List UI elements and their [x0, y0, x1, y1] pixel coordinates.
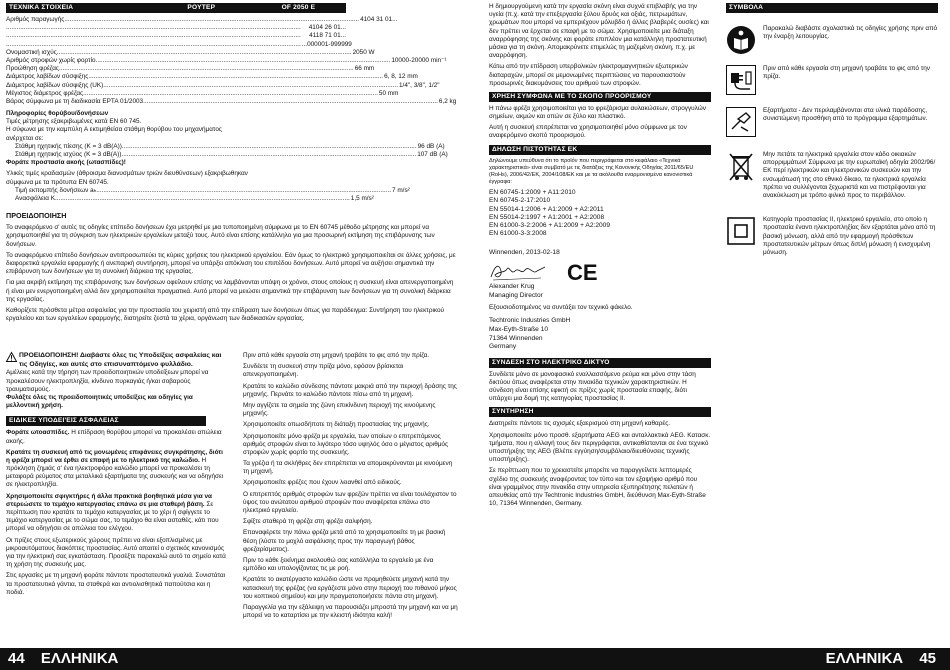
- warning-triangle-icon: [6, 352, 17, 362]
- spec-label-text: Μέγιστος διάμετρος φρέζας: [6, 89, 84, 97]
- standard-item: EN 60745-2-17:2010: [489, 197, 551, 205]
- vibration-value: 1,5 m/s²: [350, 194, 374, 202]
- tech-data-column: [6, 3, 457, 203]
- noise-label: [15, 151, 416, 159]
- special-para-1-text: Η επίδραση θορύβου μπορεί να προκαλέσει απώλεια ακοής.: [6, 429, 222, 445]
- symbols-column: [726, 3, 938, 263]
- company-name: Techtronic Industries GmbH: [489, 317, 571, 325]
- spec-label-text: Ονομαστική ισχύς: [6, 48, 57, 56]
- spec-value: 4118 71 01...: [309, 32, 346, 40]
- spec-leader-dots: ......................................................................................................................................................................: [143, 97, 438, 105]
- spec-leader-dots: ......................................................................................................................................................................: [64, 16, 360, 23]
- ec-declaration-header: ΔΗΛΩΣΗ ΠΙΣΤΟΤΗΤΑΣ ΕΚ: [489, 145, 711, 155]
- noise-section: [6, 110, 448, 203]
- weee-bin-icon: [726, 151, 756, 185]
- read-manual-icon: [726, 25, 756, 55]
- instruction-paragraph: Παραγγελία για την εξάλειψη να παρουσιάζει μπροστά την μηχανή και να μη μπορεί να το καταρτίσει με την κλειστή ιδιότητα καλή!: [243, 603, 458, 620]
- warning-section: [6, 207, 458, 326]
- instructions-column: [243, 352, 458, 623]
- mains-body: Συνδέετε μόνο σε μονοφασικό εναλλασσόμενο ρεύμα και μόνο στην τάση δικτύου όπως αναφέρεται στην πινακίδα τεχνικών χαρακτηριστικών. Η σύνδεση είναι επίσης εφικτή σε πρίζες χωρίς προστασία επαφής, διότι υπάρχει μια δομή της κατηγορίας προστασίας II.: [489, 370, 696, 403]
- vibration-label: [15, 195, 350, 203]
- instruction-paragraph: Επαναφέρετε την πάνω φρέζα μετά από το χρησιμοποιείτε τη με βασική θέση (λύστε το μοχλό ασφάλισης προς την παραγωγή βάθος φρεζαρίσματος).: [243, 529, 446, 553]
- spec-value: 6, 8, 12 mm: [384, 73, 418, 81]
- spec-label: [6, 73, 383, 81]
- spec-value: 4104 31 01...: [360, 16, 398, 23]
- noise-leader-dots: ......................................................................................................................................................................: [121, 151, 417, 158]
- vibration-row: [15, 186, 410, 195]
- noise-title: Πληροφορίες θορύβου/δονήσεων: [6, 110, 109, 118]
- unplug-icon: [726, 65, 756, 95]
- authorized-note: Εξουσιοδοτημένος να συντάξει τον τεχνικό φάκελο.: [489, 304, 633, 312]
- special-safety-header: ΕΙΔΙΚΕΣ ΥΠΟΔΕΙ'ΕΙΣ ΑΣΦΑΛΕΙΑΣ: [6, 416, 206, 426]
- standards-list: [489, 189, 711, 238]
- standard-item: EN 60745-1:2009 + A11:2010: [489, 189, 576, 197]
- vibration-leader-dots: ......................................................................................................................................................................: [55, 194, 350, 202]
- vibration-value: 7 m/s²: [392, 186, 410, 194]
- special-para-5: Στις εργασίες με τη μηχανή φοράτε πάντοτε προστατευτικά γυαλιά. Συνιστάται τα προστατευτικά γάντια, τα σταθερά και αντιολισθητικά παπούτσια και η ποδιά.: [6, 572, 226, 596]
- spec-leader-dots: ......................................................................................................................................................................: [6, 32, 301, 40]
- noise-value: 107 dB (A): [417, 151, 448, 158]
- instruction-paragraph: Ο επιτρεπτός αριθμός στροφών των φρεζών πρέπει να είναι τουλάχιστον το ύψος του ανώτατου αριθμού στροφών που αναφέρεται επάνω στο ηλεκτρικό εργαλείο.: [243, 490, 457, 514]
- spec-row: [6, 16, 398, 24]
- mains-header: ΣΥΝΔΕΣΗ ΣΤΟ ΗΛΕΚΤΡΙΚΟ ΔΙΚΤΥΟ: [489, 358, 711, 368]
- company-city: 71364 Winnenden: [489, 334, 543, 342]
- left-page-number: 44: [8, 650, 25, 667]
- spec-row: [6, 40, 352, 49]
- intended-use-p1: Η πάνω φρέζα χρησιμοποιείται για το φρεζάρισμα αυλακώσεων, στρογγυλών σημείων, ακμών και οπών σε ξύλο και πλαστικό.: [489, 104, 706, 121]
- vibration-row: [15, 194, 374, 203]
- spec-label: [6, 90, 378, 98]
- instruction-paragraph: Κρατάτε το ακατέργαστο καλώδιο ώστε να προμηθεύετε μηχανή κατά την κατασκευή της φρέζας (να εργάζεστε μόνο στην περιοχή του πιθανού μήκος του κοπτικού σημείου) και μην πραγματοποιήσετε πάντα στη μηχανή.: [243, 576, 457, 600]
- spec-label-text: Αριθμός στροφών χωρίς φορτίο: [6, 56, 96, 64]
- spec-label-text: Αριθμός παραγωγής: [6, 16, 65, 23]
- symbol-row-accessories: [726, 107, 938, 137]
- info-column: [489, 3, 711, 511]
- ec-declaration-body: Δηλώνουμε υπεύθυνα ότι το προϊόν που περιγράφεται στο κεφάλαιο «Τεχνικά χαρακτηριστικά» είναι συμβατό με τις διατάξεις της Κανονικής Οδηγίας 2011/65/EU (RoHs), 2006/42/ΕΚ, 2004/108/ΕΚ και με τα ακόλουθα εναρμονισμένα κανονιστικά έγγραφα:: [489, 157, 694, 186]
- noise-intro: Τιμές μέτρησης εξακριβωμένες κατά EN 60 745.: [6, 118, 142, 126]
- vibration-label: [15, 187, 391, 195]
- spec-list: [6, 16, 457, 106]
- noise-label-text: Στάθμη ηχητικής ισχύος (K = 3 dB(A)): [15, 151, 122, 158]
- spec-leader-dots: ......................................................................................................................................................................: [56, 48, 352, 56]
- noise-label: [15, 143, 417, 151]
- instruction-paragraph: Χρησιμοποιείτε μόνο φρέζα με εργαλεία, των οποίων ο επιτρεπόμενος αριθμός στροφών είναι το λιγότερο τόσο υψηλός όσο ο μέγιστος αριθμός στροφών χωρίς φορτίο της συσκευής.: [243, 432, 449, 456]
- noise-label-text: Στάθμη ηχητικής πίεσης (K = 3 dB(A)): [15, 142, 122, 150]
- right-page: [475, 0, 950, 670]
- ear-protection-note: Φοράτε προστασία ακοής (ωτασπίδες)!: [6, 159, 126, 167]
- standard-item: EN 55014-2:1997 + A1:2001 + A2:2008: [489, 213, 605, 221]
- spec-value: 6,2 kg: [438, 97, 457, 105]
- model-name: OF 2050 E: [281, 4, 316, 11]
- left-language: ΕΛΛΗΝΙΚΑ: [40, 650, 119, 667]
- spec-value: ...000001-999999: [301, 40, 352, 48]
- spec-value: 10000-20000 min⁻¹: [391, 56, 447, 64]
- safety-column: [6, 352, 228, 600]
- symbol-text-unplug: Πριν από κάθε εργασία στη μηχανή τραβάτε το φις από την πρίζα.: [763, 65, 930, 81]
- spec-leader-dots: ......................................................................................................................................................................: [103, 81, 398, 89]
- symbol-row-unplug: [726, 65, 938, 95]
- signature-block: [489, 260, 711, 286]
- tech-data-title: ΤΕΧΝΙΚΑ ΣΤΟΙΧΕΙΑ: [9, 4, 74, 11]
- symbol-text-manual: Παρακαλώ διαβάστε σχολαστικά τις οδηγίες χρήσης πριν από την έναρξη λειτουργίας.: [763, 25, 938, 41]
- instruction-paragraph: Πριν το κάθε ξεκίνημα ακολουθώ σας κατάλληλα το εργαλείο με ένα εμπόδιο και υπολογίζοντας τις με ροή.: [243, 556, 434, 573]
- special-para-4: Οι πρίζες στους εξωτερικούς χώρους πρέπει να είναι εξοπλισμένες με μικροαυτόματους διακόπτες προστασίας. Αυτό απαιτεί ο σχετικός κανονισμός για την ηλεκτρική σας εγκατάσταση. Προσέξτε παρακαλώ αυτό το σημείο κατά τη χρήση της συσκευής μας.: [6, 536, 226, 569]
- spec-leader-dots: ......................................................................................................................................................................: [95, 56, 391, 64]
- spec-value: 2050 W: [352, 48, 375, 56]
- maintenance-p2: Χρησιμοποιείτε μόνο προσθ. εξαρτήματα AEG και ανταλλακτικά AEG. Κατασκ. τμήματα, που η αλλαγή τους δεν περιγράφεται, αντικαθίστανται σε ένα τεχνικό υποστήριξης της AEG (Βλέπε εγγύηση/συμβόλαιο/διευθύνσεις τεχνικής υποστήριξης).: [489, 431, 711, 464]
- instruction-paragraph: Τα γρέζια ή τα σκλήθρες δεν επιτρέπεται να απομακρύνονται με κινούμενη τη μηχανή.: [243, 460, 453, 476]
- spec-leader-dots: ......................................................................................................................................................................: [88, 73, 384, 81]
- company-address: [489, 317, 711, 351]
- spec-row: [6, 32, 346, 40]
- instruction-paragraph: Μην αγγίζετε τα σημεία της ζώνη επικίνδυνη περιοχή της κινούμενης μηχανής.: [243, 401, 436, 418]
- noise-intro2: Η σύφωνα με την καμπύλη A εκτιμηθείσα στάθμη θορύβου του μηχανήματος ανέρχεται σε:: [6, 126, 222, 142]
- right-page-number: 45: [919, 650, 936, 667]
- intended-use-header: ΧΡΗΣΗ ΣΥΜΦΩΝΑ ΜΕ ΤΟ ΣΚΟΠΟ ΠΡΟΟΡΙΣΜΟΥ: [489, 92, 711, 102]
- left-footer: [0, 648, 475, 670]
- intended-use-p2: Αυτή η συσκευή επιτρέπεται να χρησιμοποιηθεί μόνο σύμφωνα με τον αναφερόμενο σκοπό προορισμού.: [489, 124, 687, 140]
- spec-value: 50 mm: [378, 89, 399, 97]
- caution-body: Αμέλειες κατά την τήρηση των προειδοποιητικών υποδείξεων μπορεί να προκαλέσουν ηλεκτροπληξία, κίνδυνο πυρκαγιάς ή/και σοβαρούς τραυματισμούς.: [6, 369, 209, 393]
- signatory-name: Alexander Krug: [489, 283, 535, 291]
- spec-leader-dots: ......................................................................................................................................................................: [6, 40, 301, 48]
- product-name: ΡΟΥΤΕΡ: [187, 4, 216, 11]
- warning-paragraph-3: Για μια ακριβή εκτίμηση της επιβάρυνσης των δονήσεων οφείλουν επίσης να λαμβάνονται υπόψη οι χρόνοι, στους οποίους η συσκευή είναι απενεργοποιημένη ή είναι μεν ενεργοποιημένη αλλά δεν χρησιμοποιείται πραγματικά. Αυτό μπορεί να μειώσει σημαντικά την επιβάρυνση των δονήσεων για τη συνολική διάρκεια της εργασίας.: [6, 279, 454, 303]
- dust-paragraph: Η δημιουργούμενη κατά την εργασία σκόνη είναι συχνά επιβλαβής για την υγεία (π.χ. κατά την επεξεργασία ξύλου δρυός και οξιάς, πετρωμάτων, χρωμάτων που μπορεί να εμπεριέχουν μόλυβδο ή άλλες βλαβερές ουσίες) και δεν πρέπει να έρχεται σε επαφή με το σώμα. Χρησιμοποιείτε μια διάταξη αναρρόφησης της σκόνης και φοράτε επιπλέον μια κατάλληλη προστατευτική μάσκα για τη σκόνη. Απομακρύνετε επιμελώς τη μαζεμένη σκόνη, π.χ. με αναρρόφηση.: [489, 3, 709, 60]
- maintenance-p3: Σε περίπτωση που το χρειαστείτε μπορείτε να παραγγείλετε λεπτομερές σχέδιο της συσκευής αναφέροντας τον τύπο και τον εξαψήφιο αριθμό που είναι γραμμένος στην πινακίδα στην υπηρεσία εξυπηρέτησης πελατών ή απευθείας από την Techtronic Industries GmbH, διεύθυνση Max-Eyth-Straße 10, 71364 Winnenden, Germany.: [489, 467, 706, 508]
- caution-title: ΠΡΟΕΙΔΟΠΟΙΗΣΗ! Διαβάστε όλες τις Υποδείξεις ασφαλείας και τις Οδηγίες, και αυτές στο επισυναπτόμενο φυλλάδιο.: [19, 352, 222, 368]
- spec-label-text: Βάρος σύμφωνα με τη διαδικασία EPTA 01/2003: [6, 97, 144, 105]
- warning-paragraph-4: Καθορίζετε πρόσθετα μέτρα ασφαλείας για την προστασία του χειριστή από την επίδραση των δονήσεων όπως για παράδειγμα: Συντήρηση του ηλεκτρικού εργαλείου και των εργαλείων εφαρμογής, διατηρείτε ζεστά τα χέρια, οργάνωση των διαδικασιών εργασίας.: [6, 306, 445, 323]
- special-para-2-text: Η πρόκληση ζημιάς σ' ένα ηλεκτροφόρο καλώδιο μπορεί να προκαλέσει τη μεταφορά ρεύματος στα μεταλλικά εξαρτήματα της συσκευής και να οδηγήσει σε ηλεκτροπληξία.: [6, 456, 224, 489]
- caution-block: [6, 352, 228, 369]
- spec-label: [6, 24, 308, 32]
- warning-paragraph-1: Το αναφερόμενο σ' αυτές τις οδηγίες επίπεδο δονήσεων έχει μετρηθεί με μια τυποποιημένη σύμφωνα με το EN 60745 μέθοδο μέτρησης και μπορεί να χρησιμοποιηθεί για τη σύγκριση των ηλεκτρικών εργαλείων μεταξύ τους. Αυτό είναι επίσης κατάλληλο για μια προσωρινή εκτίμηση της επιβάρυνσης των δονήσεων.: [6, 224, 435, 248]
- noise-value: 96 dB (A): [417, 142, 445, 150]
- ce-mark-icon: [567, 260, 601, 286]
- spec-label-text: Διάμετρος λαβίδων σύσφιξης: [6, 73, 89, 81]
- company-street: Max-Eyth-Straße 10: [489, 325, 548, 333]
- instruction-paragraph: Κρατάτε το καλώδιο σύνδεσης πάντοτε μακριά από την περιοχή δράσης της μηχανής. Περνάτε το καλώδιο πάντοτε πίσω από τη μηχανή.: [243, 382, 457, 398]
- spec-label: [6, 16, 359, 24]
- instruction-paragraph: Χρησιμοποιείτε φρέζες που έχουν λειανθεί από ειδικούς.: [243, 479, 402, 487]
- special-para-2: [6, 449, 228, 490]
- company-country: Germany: [489, 343, 517, 351]
- spec-label: [6, 57, 390, 65]
- symbols-list: [726, 25, 938, 257]
- special-para-3-bold: Χρησιμοποιείτε σφιγκτήρες ή άλλα πρακτικά βοηθητικά μέσα για να στερεώσετε το τεμάχιο κατεργασίας επάνω σε μια σταθερή βάση.: [6, 492, 212, 508]
- spec-label-text: Διάμετρος λαβίδων σύσφιξης (UK): [6, 81, 104, 89]
- symbol-text-accessories: Εξαρτήματα - Δεν περιλαμβάνονται στα υλικά παράδοσης, συνιστώμενη προσθήκη από το πρόγραμμα εξαρτημάτων.: [763, 107, 928, 123]
- protection-class-ii-icon: [726, 216, 756, 246]
- instruction-paragraph: Σφίξτε σταθερά τη φρέζα στη φρέζα σαλφήση.: [243, 518, 373, 526]
- right-footer: [475, 648, 950, 670]
- spec-row: [6, 97, 457, 106]
- vibration-label-text: Τιμή εκπομπής δονήσεων aₕ: [15, 186, 97, 194]
- right-language: ΕΛΛΗΝΙΚΑ: [825, 650, 904, 667]
- standard-item: EN 61000-3-2:2006 + A1:2009 + A2:2009: [489, 222, 610, 230]
- noise-row: [15, 151, 448, 159]
- warning-title: ΠΡΟΕΙΔΟΠΟΙΗΣΗ: [6, 211, 67, 220]
- symbol-row-class-ii: [726, 216, 938, 257]
- tech-data-header: [6, 3, 346, 13]
- spec-label: [6, 32, 308, 40]
- symbol-text-class-ii: Κατηγορία προστασίας II, ηλεκτρικό εργαλείο, στο οποίο η προστασία έναντι ηλεκτροπληξίας δεν εξαρτάται μόνο από τη βασική μόνωση, αλλά από την εφαρμογή πρόσθετων προστατευτικών μέτρων όπως διπλή μόνωση ή ενισχυμένη μόνωση.: [763, 216, 936, 256]
- spec-leader-dots: ......................................................................................................................................................................: [83, 89, 378, 97]
- spec-label-text: Προώθηση φρέζας: [6, 65, 59, 73]
- symbol-text-weee: Μην πετάτε τα ηλεκτρικά εργαλεία στον κάδο οικιακών απορριμμάτων! Σύμφωνα με την ευρωπαϊκή οδηγία 2002/96/ΕΚ περί ηλεκτρικών και ηλεκτρονικών συσκευών και την ενσωμάτωσή της στο εθνικό δίκαιο, τα ηλεκτρικά εργαλεία πρέπει να συλλέγονται ξεχωριστά και να πιστρέφονται για ανακύκλωση με τρόπο φιλικό προς το περιβάλλον.: [763, 151, 936, 199]
- place-date: Winnenden, 2013-02-18: [489, 248, 560, 256]
- signature-graphic: [489, 261, 547, 283]
- spec-label: [6, 98, 438, 106]
- spec-value: 66 mm: [354, 65, 375, 73]
- vibration-intro: Υλικές τιμές κραδασμών (άθροισμα διανυσμάτων τριών διευθύνσεων) εξακριβωθηκαν σύμφωνα με τα πρότυπα EN 60745.: [6, 170, 248, 186]
- spec-row: [6, 81, 440, 90]
- symbol-row-weee: [726, 151, 938, 200]
- special-para-3: [6, 493, 228, 534]
- maintenance-header: ΣΥΝΤΗΡΗΣΗ: [489, 407, 711, 417]
- instruction-paragraph: Συνδέετε τη συσκευή στην πρίζα μόνο, εφόσον βρίσκεται απενεργοποιημένη.: [243, 363, 404, 379]
- spec-label: [6, 49, 352, 57]
- spec-row: [6, 89, 399, 98]
- standard-item: EN 61000-3-3:2008: [489, 230, 547, 238]
- signatory-role: Managing Director: [489, 291, 543, 299]
- spec-row: [6, 56, 447, 65]
- standard-item: EN 55014-1:2006 + A1:2009 + A2:2011: [489, 205, 604, 213]
- vibration-leader-dots: ......................................................................................................................................................................: [96, 186, 392, 194]
- symbols-header: ΣΥΜΒΟΛΑ: [726, 3, 938, 13]
- spec-row: [6, 48, 375, 57]
- spec-leader-dots: ......................................................................................................................................................................: [6, 24, 301, 32]
- ce-mark-text: CE: [567, 260, 598, 286]
- maintenance-p1: Διατηρείτε πάντοτε τις σχισμές εξαερισμού στη μηχανή καθαρές.: [489, 420, 671, 428]
- vibration-label-text: Ανασφάλεια K: [15, 194, 56, 202]
- noise-row: [15, 142, 445, 151]
- emc-paragraph: Κάτω από την επίδραση υπερβολικών ηλεκτρομαγνητικών εξωτερικών διαταραχών, μπορεί σε μεμονωμένες περιπτώσεις να παρουσιαστούν προσωρινές διακυμάνσεις του αριθμού των στροφών.: [489, 63, 688, 87]
- spec-label: [6, 82, 398, 90]
- special-para-1: [6, 429, 228, 445]
- instruction-paragraph: Χρησιμοποιείτε οπωσδήποτε τη διάταξη προστασίας της μηχανής.: [243, 421, 430, 429]
- special-para-3-text: Σε περίπτωση που κρατάτε το τεμάχιο κατεργασίας με το χέρι ή σφίγγετε το τεμάχιο κατεργασίας με το σώμα σας, το τεμάχιο θα είναι ασταθές, κάτι που μπορεί να οδηγήσει σε απώλεια του ελέγχου.: [6, 500, 219, 533]
- spec-value: 4104 26 01...: [308, 24, 346, 32]
- warning-paragraph-2: Το αναφερόμενο επίπεδο δονήσεων αντιπροσωπεύει τις κύριες χρήσεις του ηλεκτρικού εργαλείου. Εάν όμως το ηλεκτρικό χρησιμοποιείται σε άλλες χρήσεις, με διαφορετικά εργαλεία εφαρμογής ή ανεπαρκή συντήρηση, μπορεί να υπάρξει απόκλιση του επιπέδου δονήσεων. Αυτό μπορεί να αυξήσει σημαντικά την επιβάρυνση των δονήσεων για τη συνολική διάρκεια της εργασίας.: [6, 251, 456, 276]
- noise-leader-dots: ......................................................................................................................................................................: [121, 142, 417, 150]
- vibration-rows: [6, 186, 410, 203]
- spec-value: 1/4", 3/8", 1/2": [399, 81, 440, 89]
- spec-label: [6, 41, 301, 49]
- symbol-row-manual: [726, 25, 938, 55]
- accessories-icon: [726, 107, 756, 137]
- caution-keep: Φυλάξτε όλες τις προειδοποιητικές υποδείξεις και οδηγίες για μελλοντική χρήση.: [6, 393, 193, 410]
- special-para-2-bold: Κρατάτε τη συσκευή από τις μονωμένες επιφάνειες συγκράτησης, διότι η φρέζα μπορεί να έρθει σε επαφή με το ηλεκτρικό της καλώδιο.: [6, 448, 223, 464]
- spec-row: [6, 24, 346, 32]
- spec-leader-dots: ......................................................................................................................................................................: [58, 65, 354, 73]
- noise-rows: [6, 142, 448, 159]
- signatory: [489, 283, 711, 300]
- instruction-paragraph: Πριν από κάθε εργασία στη μηχανή τραβάτε το φις από την πρίζα.: [243, 352, 430, 359]
- spec-row: [6, 73, 418, 81]
- special-para-1-bold: Φοράτε ωτοασπίδες.: [6, 429, 70, 437]
